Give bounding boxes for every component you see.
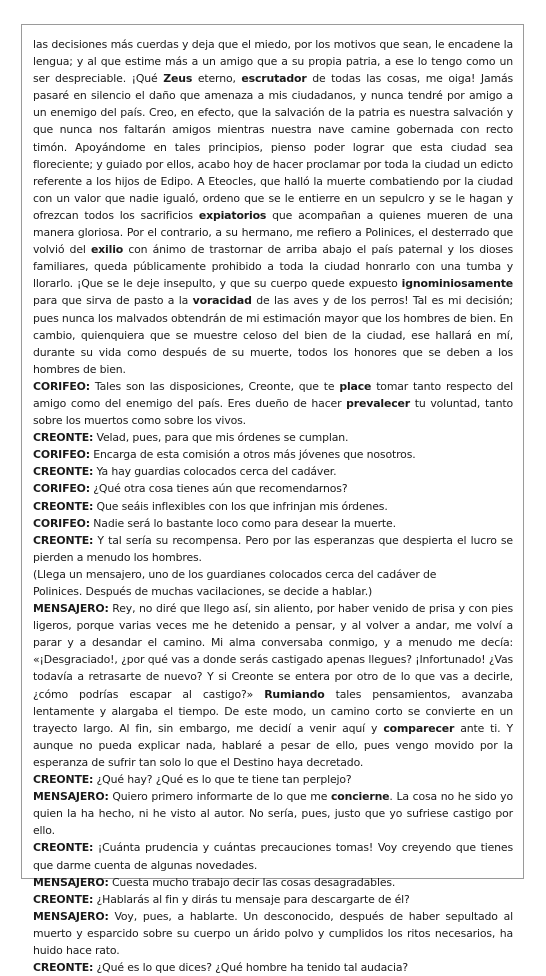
dialogue-line	[33, 839, 513, 873]
speaker-name: CREONTE:	[33, 465, 94, 479]
emphasis-word: voracidad	[192, 294, 252, 308]
speaker-name: CREONTE:	[33, 961, 94, 975]
speaker-name: CREONTE:	[33, 773, 94, 787]
stage-direction-line: (Llega un mensajero, uno de los guardianes colocados cerca del cadáver de	[33, 567, 437, 581]
emphasis-word: prevalecer	[346, 396, 410, 410]
text-run: tomar tanto respecto del amigo como del enemigo del país. Eres dueño de hacer	[33, 379, 513, 410]
text-run: Velad, pues, para que mis órdenes se cumplan.	[93, 431, 349, 445]
dialogue-line	[33, 532, 513, 566]
emphasis-word: expiatorios	[198, 208, 267, 222]
emphasis-word: exilio	[90, 243, 124, 257]
speaker-name: CREONTE:	[33, 841, 94, 855]
speaker-name: CREONTE:	[33, 892, 94, 906]
text-run: Ya hay guardias colocados cerca del cadáver.	[93, 465, 337, 479]
text-run: eterno,	[192, 72, 242, 86]
speaker-name: MENSAJERO:	[33, 602, 109, 616]
text-run: que acompañan a quienes mueren de una manera gloriosa. Por el contrario, a su hermano, me refiero a Polinices, el desterrado que volvió del	[33, 208, 513, 257]
text-run: tales pensamientos, avanzaba lentamente y alargaba el tiempo. De este modo, un camino corto se convierte en un trayecto largo. Al fin, sin embargo, me decidí a venir aquí y	[33, 687, 513, 735]
emphasis-word: concierne	[330, 790, 390, 804]
dialogue-line	[33, 771, 513, 788]
speaker-name: CORIFEO:	[33, 516, 90, 530]
intro-paragraph	[33, 36, 513, 378]
emphasis-word: escrutador	[241, 72, 307, 86]
text-run: ante ti. Y aunque no pueda explicar nada, hablaré a pesar de ello, pues vengo movido por la esperanza de sufrir tan solo lo que el Destino haya decretado.	[33, 721, 513, 769]
document-body	[33, 36, 513, 976]
stage-direction-line: Polinices. Después de muchas vacilaciones, se decide a hablar.)	[33, 585, 373, 598]
speaker-name: CREONTE:	[33, 431, 94, 445]
speaker-name: CORIFEO:	[33, 482, 90, 496]
dialogue-line	[33, 498, 513, 515]
emphasis-word: comparecer	[383, 721, 455, 735]
speaker-name: MENSAJERO:	[33, 790, 109, 804]
speaker-name: CORIFEO:	[33, 448, 90, 462]
text-run: con ánimo de trastornar de arriba abajo el país paternal y los dioses familiares, queda públicamente prohibido a toda la ciudad honrarlo con una tumba y llorarlo. ¡Que se le deje insepulto, y que su cuerpo quede expuesto	[33, 243, 513, 291]
text-run: ¿Hablarás al fin y dirás tu mensaje para descargarte de él?	[93, 892, 410, 906]
speaker-name: CREONTE:	[33, 533, 94, 547]
text-run: Nadie será lo bastante loco como para desear la muerte.	[89, 516, 396, 530]
text-run: Tales son las disposiciones, Creonte, que te	[89, 379, 340, 393]
dialogue-line	[33, 874, 513, 891]
text-run: . La cosa no he sido yo quien la ha hecho, ni he visto al autor. No sería, pues, justo que yo sufriese castigo por ello.	[33, 790, 513, 838]
text-run: tu voluntad, tanto sobre los muertos como sobre los vivos.	[33, 396, 513, 428]
text-run: ¿Qué hay? ¿Qué es lo que te tiene tan perplejo?	[93, 773, 352, 787]
dialogue-line	[33, 959, 513, 976]
dialogue-line	[33, 378, 513, 429]
stage-direction	[33, 566, 513, 600]
dialogue-line	[33, 429, 513, 446]
text-run: Rey, no diré que llego así, sin aliento, por haber venido de prisa y con pies ligeros, porque varias veces me he detenido a pensar, y al volver a andar, me volví a parar y a desandar el camino. Mi alma conversaba conmigo, y a menudo me decía: «¡Desgraciado!, ¿por qué vas a donde serás castigado apenas llegues? ¡Infortunado! ¿Vas todavía a retrasarte de nuevo? Y si Creonte se entera por otro de lo que vas a decirle, ¿cómo podrías escapar al castigo?»	[33, 602, 513, 701]
text-run: Voy, pues, a hablarte. Un desconocido, después de haber sepultado al muerto y esparcido sobre su cuerpo un árido polvo y cumplidos los ritos necesarios, ha huido hace rato.	[33, 909, 513, 957]
speaker-name: CORIFEO:	[33, 379, 90, 393]
text-run: las decisiones más cuerdas y deja que el miedo, por los motivos que sean, le encadene la lengua; y al que estime más a un amigo que a su propia patria, a ese lo tengo como un ser despreciable. ¡Qué	[33, 38, 513, 86]
text-run: ¡Cuánta prudencia y cuántas precauciones tomas! Voy creyendo que tienes que darme cuenta de algunas novedades.	[33, 841, 513, 872]
text-run: Encarga de esta comisión a otros más jóvenes que nosotros.	[89, 448, 416, 462]
text-run: Quiero primero informarte de lo que me	[108, 790, 331, 804]
dialogue-line	[33, 480, 513, 497]
emphasis-word: ignominiosamente	[401, 277, 513, 291]
text-run: Que seáis inflexibles con los que infrinjan mis órdenes.	[93, 499, 388, 513]
emphasis-word: Zeus	[163, 72, 193, 86]
dialogue-line	[33, 908, 513, 959]
text-run: ¿Qué otra cosa tienes aún que recomendarnos?	[89, 482, 348, 496]
text-run: Cuesta mucho trabajo decir las cosas desagradables.	[108, 875, 396, 889]
text-run: de las aves y de los perros! Tal es mi decisión; pues nunca los malvados obtendrán de mi estimación mayor que los hombres de bien. En cambio, quienquiera que se muestre celoso del bien de la ciudad, ese hallará en mí, durante su vida como después de su muerte, todos los honores que se deben a los hombres de bien.	[33, 294, 513, 376]
speaker-name: MENSAJERO:	[33, 909, 109, 923]
dialogue-line	[33, 600, 513, 771]
dialogue-line	[33, 463, 513, 480]
speaker-name: MENSAJERO:	[33, 875, 109, 889]
speaker-name: CREONTE:	[33, 499, 94, 513]
dialogue-line	[33, 788, 513, 839]
dialogue-line	[33, 446, 513, 463]
text-run: de todas las cosas, me oiga! Jamás pasaré en silencio el daño que amenaza a mis ciudadanos, y nunca tendré por amigo a un enemigo del país. Creo, en efecto, que la salvación de la patria es nuestra salvación y que nunca nos faltarán amigos mientras nuestra nave camine gobernada con recto timón. Apoyándome en tales principios, pienso poder lograr que esta ciudad sea floreciente; y guiado por ellos, acabo hoy de hacer proclamar por toda la ciudad un edicto referente a los hijos de Edipo. A Eteocles, que halló la muerte combatiendo por la ciudad con un valor que nadie igualó, ordeno que se le entierre en un sepulcro y se le hagan y ofrezcan todos los sacrificios	[33, 72, 514, 222]
emphasis-word: Rumiando	[264, 687, 325, 701]
text-run: Y tal sería su recompensa. Pero por las esperanzas que despierta el lucro se pierden a menudo los hombres.	[33, 533, 513, 564]
emphasis-word: place	[339, 379, 372, 393]
dialogue-line	[33, 891, 513, 908]
dialogue-line	[33, 515, 513, 532]
text-run: para que sirva de pasto a la	[33, 294, 193, 308]
text-run: ¿Qué es lo que dices? ¿Qué hombre ha tenido tal audacia?	[93, 961, 408, 975]
